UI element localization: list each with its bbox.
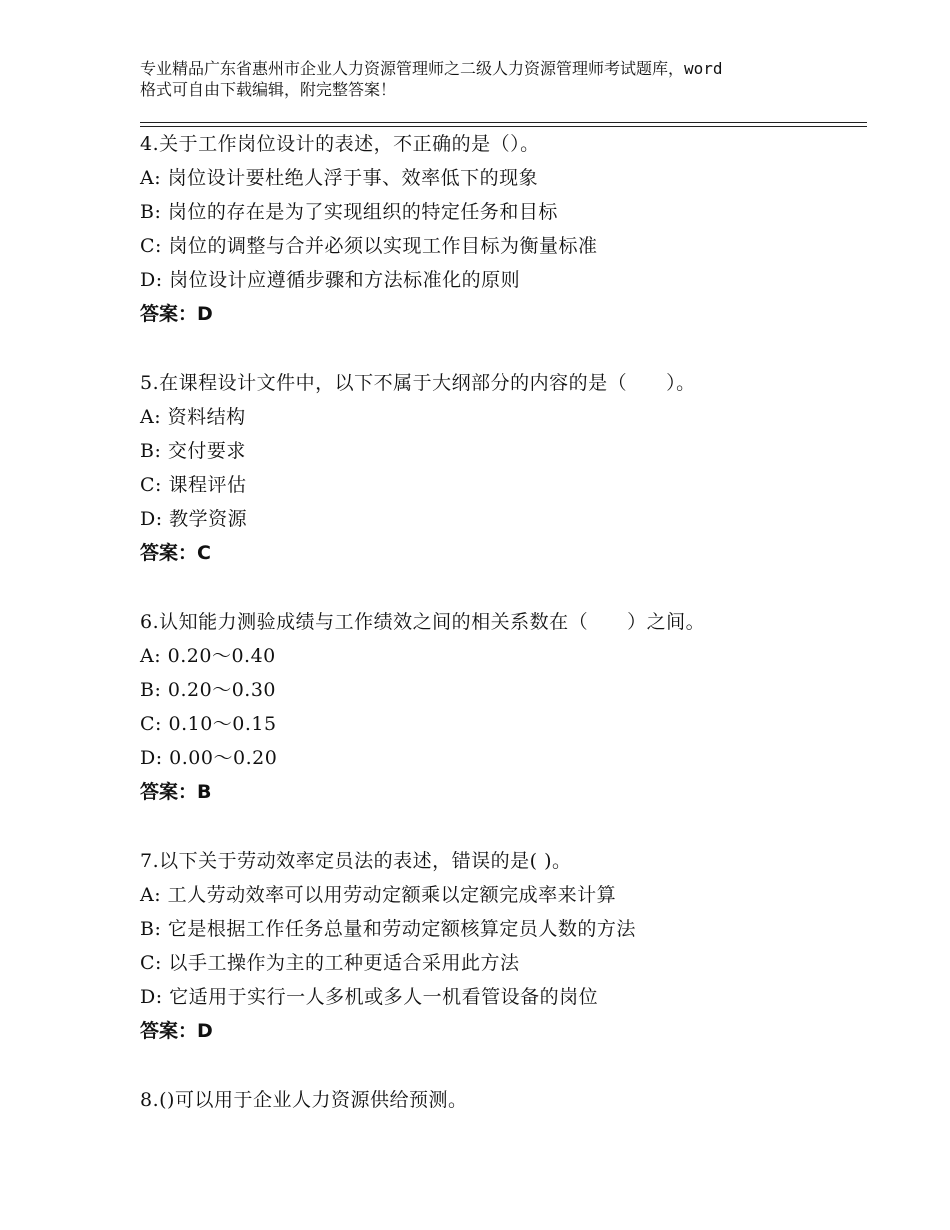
question-stem: 5.在课程设计文件中，以下不属于大纲部分的内容的是（ ）。 bbox=[140, 372, 696, 394]
document-header bbox=[140, 58, 860, 100]
answer-value: D bbox=[197, 1020, 213, 1042]
option-b: B: 0.20～0.30 bbox=[140, 679, 277, 701]
answer-row bbox=[140, 297, 880, 331]
question-5 bbox=[140, 366, 880, 570]
option-d: D: 它适用于实行一人多机或多人一机看管设备的岗位 bbox=[140, 986, 599, 1008]
option-a: A: 工人劳动效率可以用劳动定额乘以定额完成率来计算 bbox=[140, 884, 617, 906]
question-stem: 6.认知能力测验成绩与工作绩效之间的相关系数在（ ）之间。 bbox=[140, 611, 706, 633]
option-c: C: 岗位的调整与合并必须以实现工作目标为衡量标准 bbox=[140, 235, 598, 257]
question-8 bbox=[140, 1083, 880, 1117]
option-a: A: 0.20～0.40 bbox=[140, 645, 276, 667]
question-stem: 4.关于工作岗位设计的表述，不正确的是（）。 bbox=[140, 133, 540, 155]
option-b: B: 它是根据工作任务总量和劳动定额核算定员人数的方法 bbox=[140, 918, 636, 940]
question-7 bbox=[140, 844, 880, 1048]
answer-label: 答案： bbox=[140, 542, 198, 564]
option-b: B: 岗位的存在是为了实现组织的特定任务和目标 bbox=[140, 201, 558, 223]
question-4 bbox=[140, 127, 880, 331]
option-a: A: 资料结构 bbox=[140, 406, 246, 428]
answer-value: C bbox=[197, 542, 211, 564]
answer-value: D bbox=[197, 303, 213, 325]
option-d: D: 岗位设计应遵循步骤和方法标准化的原则 bbox=[140, 269, 521, 291]
option-b: B: 交付要求 bbox=[140, 440, 246, 462]
option-a: A: 岗位设计要杜绝人浮于事、效率低下的现象 bbox=[140, 167, 539, 189]
answer-value: B bbox=[197, 781, 212, 803]
header-line-1: 专业精品广东省惠州市企业人力资源管理师之二级人力资源管理师考试题库，word bbox=[140, 59, 723, 78]
question-stem: 7.以下关于劳动效率定员法的表述，错误的是( )。 bbox=[140, 850, 572, 872]
answer-row bbox=[140, 1014, 880, 1048]
answer-label: 答案： bbox=[140, 303, 198, 325]
header-line-2: 格式可自由下载编辑，附完整答案！ bbox=[140, 80, 397, 99]
question-6 bbox=[140, 605, 880, 809]
header-divider-top bbox=[140, 122, 867, 123]
option-d: D: 教学资源 bbox=[140, 508, 248, 530]
option-c: C: 课程评估 bbox=[140, 474, 247, 496]
answer-label: 答案： bbox=[140, 1020, 198, 1042]
answer-row bbox=[140, 536, 880, 570]
answer-row bbox=[140, 775, 880, 809]
answer-label: 答案： bbox=[140, 781, 198, 803]
question-stem: 8.()可以用于企业人力资源供给预测。 bbox=[140, 1089, 468, 1111]
option-c: C: 以手工操作为主的工种更适合采用此方法 bbox=[140, 952, 520, 974]
option-d: D: 0.00～0.20 bbox=[140, 747, 278, 769]
option-c: C: 0.10～0.15 bbox=[140, 713, 277, 735]
